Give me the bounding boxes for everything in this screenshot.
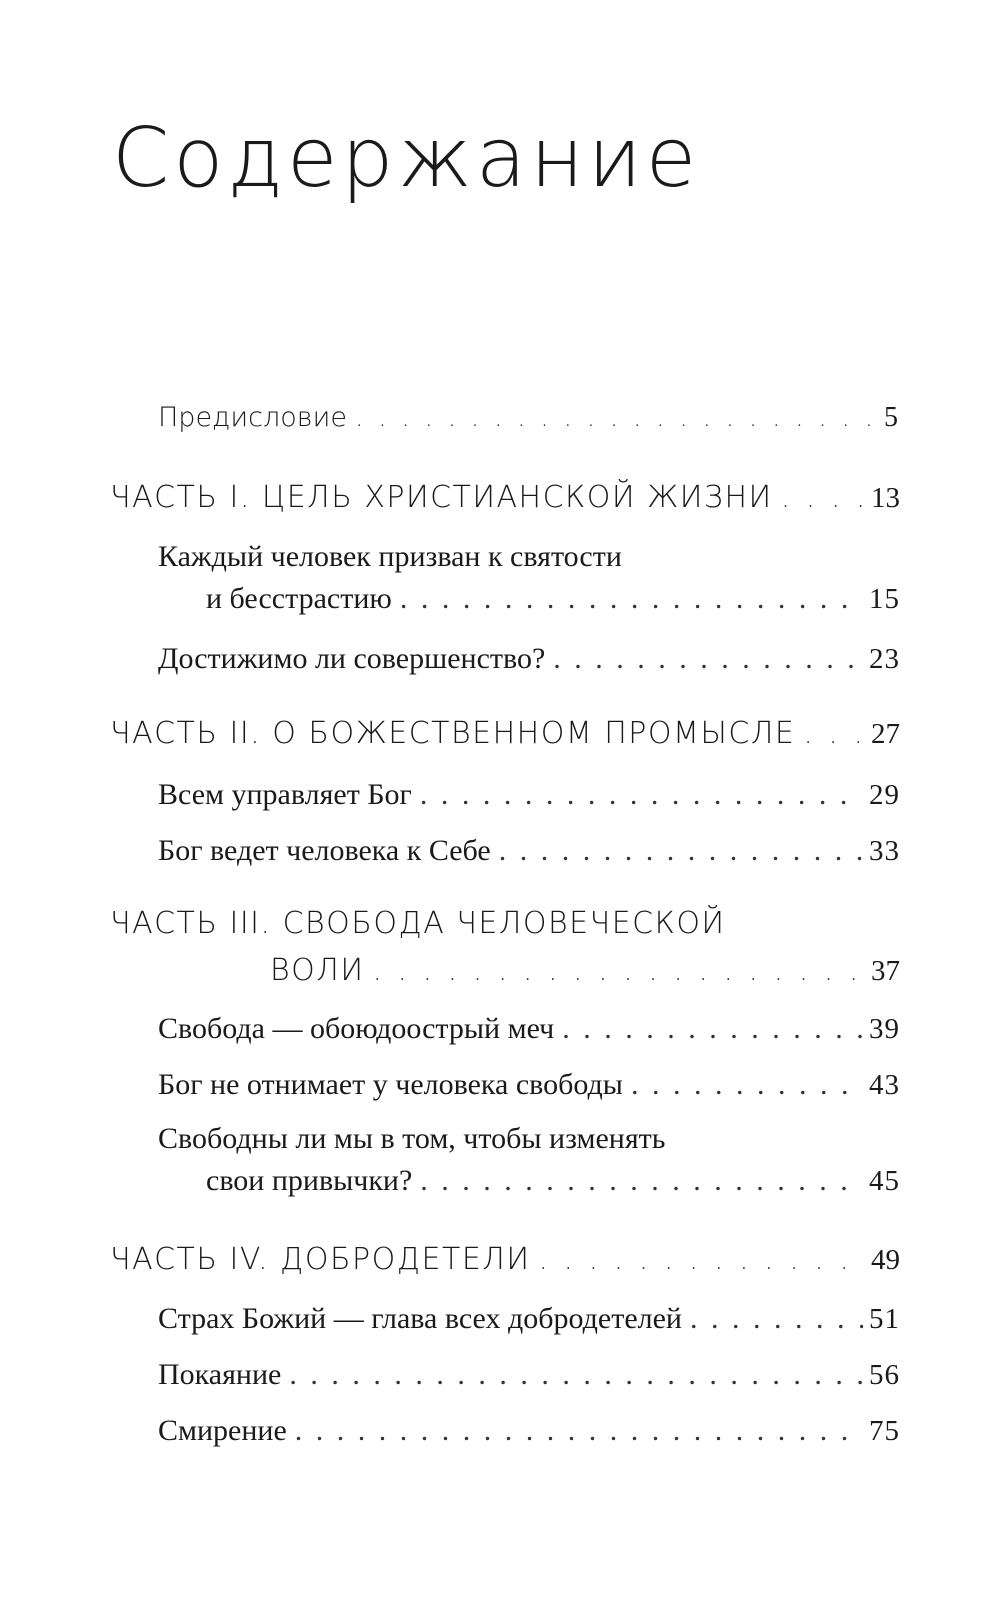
dot-leader <box>562 1012 863 1046</box>
toc-chapter-label: Бог ведет человека к Себе <box>158 834 491 867</box>
toc-chapter-4-2[interactable] <box>158 1358 900 1392</box>
toc-chapter-label: Страх Божий — глава всех добродетелей <box>158 1302 682 1335</box>
toc-part-label: ЧАСТЬ I. ЦЕЛЬ ХРИСТИАНСКОЙ ЖИЗНИ <box>110 480 773 515</box>
toc-part-label-line1: ЧАСТЬ III. СВОБОДА ЧЕЛОВЕЧЕСКОЙ <box>110 906 726 941</box>
toc-entry-label: Предисловие <box>158 402 347 433</box>
toc-chapter-1-2[interactable] <box>158 642 900 676</box>
dot-leader <box>400 582 863 616</box>
toc-chapter-4-1[interactable] <box>158 1302 900 1336</box>
dot-leader <box>372 953 865 988</box>
toc-page-number: 37 <box>871 955 900 987</box>
toc-page-number: 15 <box>869 583 900 615</box>
dot-leader <box>538 1242 865 1277</box>
toc-chapter-label-line2: свои привычки? <box>206 1164 413 1197</box>
toc-page-number: 29 <box>869 779 900 811</box>
toc-chapter-2-2[interactable] <box>158 834 900 868</box>
toc-part-4[interactable] <box>110 1242 900 1277</box>
page-title: Содержание <box>112 111 701 206</box>
toc-part-row <box>270 953 900 988</box>
toc-chapter-label-line1: Каждый человек призван к святости <box>158 540 622 573</box>
toc-part-2[interactable] <box>110 716 900 751</box>
toc-page-number: 51 <box>869 1303 900 1335</box>
dot-leader <box>781 480 865 515</box>
dot-leader <box>289 1358 863 1392</box>
toc-page-number: 75 <box>869 1415 900 1447</box>
toc-chapter-row <box>206 1164 900 1198</box>
toc-page-number: 33 <box>869 835 900 867</box>
toc-part-1[interactable] <box>110 480 900 515</box>
toc-part-label-line2: ВОЛИ <box>270 953 365 988</box>
toc-chapter-label: Свобода — обоюдоострый меч <box>158 1012 555 1045</box>
toc-chapter-label-line2: и бесстрастию <box>206 582 392 615</box>
toc-chapter-label: Покаяние <box>158 1358 282 1391</box>
dot-leader <box>631 1068 863 1102</box>
toc-page-number: 23 <box>869 643 900 675</box>
dot-leader <box>499 834 863 868</box>
toc-chapter-2-1[interactable] <box>158 778 900 812</box>
toc-chapter-4-3[interactable] <box>158 1414 900 1448</box>
toc-entry-preface[interactable] <box>158 402 898 434</box>
toc-chapter-label: Смирение <box>158 1414 287 1447</box>
toc-page-number: 43 <box>869 1069 900 1101</box>
dot-leader <box>295 1414 863 1448</box>
toc-page-number: 45 <box>869 1165 900 1197</box>
toc-page-number: 49 <box>871 1244 900 1276</box>
toc-chapter-label-line1: Свободны ли мы в том, чтобы изменять <box>158 1122 666 1155</box>
dot-leader <box>690 1302 863 1336</box>
toc-chapter-label: Бог не отнимает у человека свободы <box>158 1068 623 1101</box>
toc-part-3[interactable] <box>110 906 900 988</box>
dot-leader <box>420 778 863 812</box>
toc-chapter-3-3[interactable] <box>158 1122 900 1198</box>
toc-chapter-label: Достижимо ли совершенство? <box>158 642 546 675</box>
toc-part-label: ЧАСТЬ II. О БОЖЕСТВЕННОМ ПРОМЫСЛЕ <box>110 716 796 751</box>
toc-page-number: 27 <box>871 718 900 750</box>
dot-leader <box>803 716 865 751</box>
toc-chapter-row <box>206 582 900 616</box>
toc-chapter-3-2[interactable] <box>158 1068 900 1102</box>
toc-chapter-label: Всем управляет Бог <box>158 778 412 811</box>
toc-page-number: 5 <box>884 402 898 433</box>
dot-leader <box>553 642 863 676</box>
dot-leader <box>355 402 878 433</box>
toc-page-number: 13 <box>871 482 900 514</box>
toc-page-number: 39 <box>869 1013 900 1045</box>
dot-leader <box>420 1164 863 1198</box>
toc-chapter-3-1[interactable] <box>158 1012 900 1046</box>
toc-chapter-1-1[interactable] <box>158 540 900 616</box>
toc-page-number: 56 <box>869 1359 900 1391</box>
toc-part-label: ЧАСТЬ IV. ДОБРОДЕТЕЛИ <box>110 1242 531 1277</box>
